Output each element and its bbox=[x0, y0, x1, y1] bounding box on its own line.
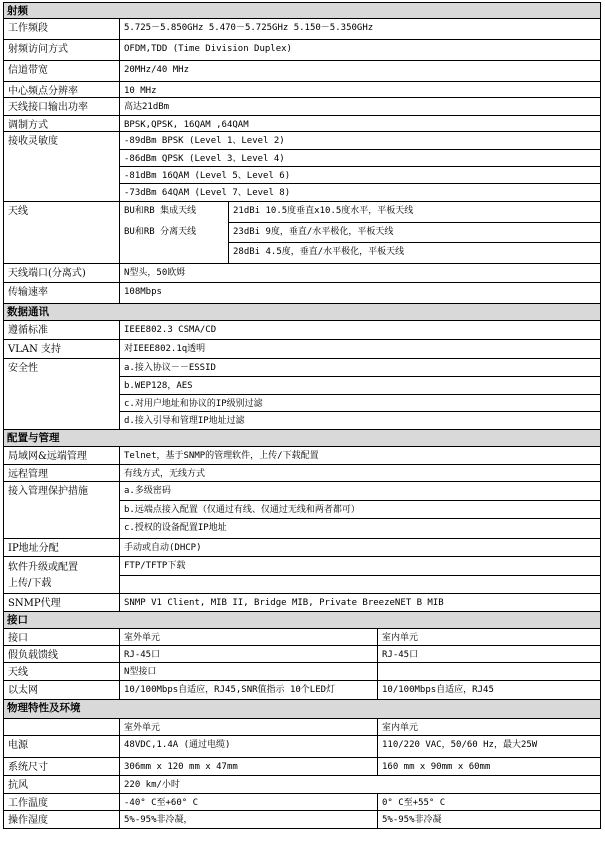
label-ethernet: 以太网 bbox=[4, 681, 120, 699]
value-vlan: 对IEEE802.1q透明 bbox=[124, 344, 206, 354]
iface-indoor-header: 室内单元 bbox=[382, 633, 419, 643]
row-iface-feeder bbox=[3, 646, 601, 663]
label-sensitivity: 接收灵敏度 bbox=[4, 132, 120, 201]
row-power-supply bbox=[3, 736, 601, 758]
section-header-phys: 物理特性及环境 bbox=[3, 700, 601, 719]
row-frequency bbox=[3, 19, 601, 40]
label-power-supply: 电源 bbox=[4, 736, 120, 757]
value-access: OFDM,TDD (Time Division Duplex) bbox=[124, 44, 292, 54]
value-power: 高达21dBm bbox=[124, 102, 170, 112]
value-remote: 有线方式，无线方式 bbox=[124, 469, 206, 479]
label-standard: 遵循标准 bbox=[4, 321, 120, 339]
temperature-outdoor: -40° C至+60° C bbox=[120, 794, 378, 810]
row-mgmt bbox=[3, 447, 601, 465]
row-phys-header bbox=[3, 719, 601, 736]
value-bandwidth: 20MHz/40 MHz bbox=[124, 65, 190, 75]
security-item: c.对用户地址和协议的IP级别过滤 bbox=[120, 395, 600, 413]
label-protect: 接入管理保护措施 bbox=[4, 482, 120, 538]
row-snmp bbox=[3, 594, 601, 612]
label-modulation: 调制方式 bbox=[4, 116, 120, 131]
label-antenna-port: 天线端口(分离式) bbox=[4, 264, 120, 282]
label-wind: 抗风 bbox=[4, 776, 120, 793]
protect-item: a.多级密码 bbox=[120, 482, 600, 501]
section-header-datacom: 数据通讯 bbox=[3, 304, 601, 321]
row-antenna bbox=[3, 202, 601, 264]
row-temperature bbox=[3, 794, 601, 811]
row-security bbox=[3, 359, 601, 430]
humidity-outdoor: 5%-95%非冷凝， bbox=[120, 811, 378, 828]
row-sensitivity bbox=[3, 132, 601, 202]
label-rate: 传输速率 bbox=[4, 283, 120, 303]
row-bandwidth bbox=[3, 61, 601, 82]
label-bandwidth: 信道带宽 bbox=[4, 61, 120, 81]
label-mgmt: 局域网&远端管理 bbox=[4, 447, 120, 464]
section-header-iface: 接口 bbox=[3, 612, 601, 629]
value-antenna-port: N型头，50欧姆 bbox=[124, 268, 186, 278]
antenna-spec: 28dBi 4.5度，垂直/水平极化，平板天线 bbox=[233, 247, 405, 257]
label-frequency: 工作频段 bbox=[4, 19, 120, 39]
label-dimensions: 系统尺寸 bbox=[4, 758, 120, 775]
antenna-spec: 21dBi 10.5度垂直x10.5度水平，平板天线 bbox=[229, 202, 600, 223]
empty-cell bbox=[120, 576, 600, 594]
row-antenna-port bbox=[3, 264, 601, 283]
sensitivity-item: -81dBm 16QAM (Level 5、Level 6) bbox=[120, 167, 600, 184]
row-wind bbox=[3, 776, 601, 794]
spec-table bbox=[3, 2, 601, 829]
row-remote bbox=[3, 465, 601, 482]
value-resolution: 10 MHz bbox=[124, 86, 157, 96]
label-remote: 远程管理 bbox=[4, 465, 120, 481]
section-header-config: 配置与管理 bbox=[3, 430, 601, 447]
iface-antenna-outdoor: N型接口 bbox=[120, 663, 378, 680]
feeder-outdoor: RJ-45口 bbox=[120, 646, 378, 662]
antenna-specs bbox=[229, 202, 600, 263]
sensitivity-item: -73dBm 64QAM (Level 7、Level 8) bbox=[124, 188, 291, 198]
value-rate: 108Mbps bbox=[124, 287, 162, 297]
row-vlan bbox=[3, 340, 601, 359]
humidity-indoor: 5%-95%非冷凝 bbox=[382, 815, 442, 825]
row-humidity bbox=[3, 811, 601, 829]
security-list bbox=[120, 359, 600, 429]
label-feeder: 假负载馈线 bbox=[4, 646, 120, 662]
label-iface-antenna: 天线 bbox=[4, 663, 120, 680]
row-modulation bbox=[3, 116, 601, 132]
antenna-type-separate: BU和RB 分离天线 bbox=[124, 227, 197, 237]
protect-item: c.授权的设备配置IP地址 bbox=[124, 523, 227, 534]
security-item: b.WEP128，AES bbox=[120, 377, 600, 395]
row-protect bbox=[3, 482, 601, 539]
label-security: 安全性 bbox=[4, 359, 120, 429]
value-frequency: 5.725－5.850GHz 5.470－5.725GHz 5.150－5.350GHz bbox=[124, 23, 374, 33]
label-vlan: VLAN 支持 bbox=[4, 340, 120, 358]
label-antenna: 天线 bbox=[4, 202, 120, 263]
label-snmp: SNMP代理 bbox=[4, 594, 120, 611]
protect-list bbox=[120, 482, 600, 538]
row-access bbox=[3, 40, 601, 61]
label-power: 天线接口输出功率 bbox=[4, 98, 120, 115]
antenna-spec: 23dBi 9度，垂直/水平极化，平板天线 bbox=[229, 223, 600, 243]
label-iface: 接口 bbox=[4, 629, 120, 645]
sensitivity-item: -86dBm QPSK (Level 3、Level 4) bbox=[120, 150, 600, 167]
feeder-indoor: RJ-45口 bbox=[382, 650, 419, 660]
power-outdoor: 48VDC,1.4A (通过电缆) bbox=[120, 736, 378, 757]
ethernet-indoor: 10/100Mbps自适应，RJ45 bbox=[382, 685, 494, 695]
value-upgrade: FTP/TFTP下载 bbox=[120, 557, 600, 576]
row-iface-header bbox=[3, 629, 601, 646]
iface-antenna-indoor bbox=[378, 663, 600, 680]
row-rate bbox=[3, 283, 601, 304]
label-resolution: 中心频点分辨率 bbox=[4, 82, 120, 97]
value-ipalloc: 手动或自动(DHCP) bbox=[124, 543, 202, 553]
row-iface-ethernet bbox=[3, 681, 601, 700]
dimensions-indoor: 160 mm x 90mm x 60mm bbox=[382, 762, 491, 772]
label-humidity: 操作湿度 bbox=[4, 811, 120, 828]
security-item: d.接入引导和管理IP地址过滤 bbox=[124, 416, 245, 427]
label-upgrade-line1: 软件升级或配置 bbox=[8, 562, 78, 573]
security-item: a.接入协议－－ESSID bbox=[120, 359, 600, 377]
row-iface-antenna bbox=[3, 663, 601, 681]
row-upgrade bbox=[3, 557, 601, 594]
row-dimensions bbox=[3, 758, 601, 776]
antenna-types bbox=[120, 202, 229, 263]
row-resolution bbox=[3, 82, 601, 98]
ethernet-outdoor: 10/100Mbps自适应，RJ45,SNR值指示 10个LED灯 bbox=[120, 681, 378, 699]
label-temperature: 工作温度 bbox=[4, 794, 120, 810]
power-indoor: 110/220 VAC，50/60 Hz，最大25W bbox=[382, 740, 538, 750]
value-snmp: SNMP V1 Client, MIB II, Bridge MIB, Private BreezeNET B MIB bbox=[124, 598, 444, 608]
section-header-rf: 射频 bbox=[3, 3, 601, 19]
antenna-type-integrated: BU和RB 集成天线 bbox=[124, 206, 197, 216]
row-power bbox=[3, 98, 601, 116]
label-access: 射频访问方式 bbox=[4, 40, 120, 60]
label-ipalloc: IP地址分配 bbox=[4, 539, 120, 556]
value-mgmt: Telnet，基于SNMP的管理软件，上传/下载配置 bbox=[124, 451, 319, 461]
phys-outdoor-header: 室外单元 bbox=[120, 719, 378, 735]
row-ipalloc bbox=[3, 539, 601, 557]
label-upgrade-line2: 上传/下载 bbox=[8, 578, 52, 589]
temperature-indoor: 0° C至+55° C bbox=[382, 798, 446, 808]
row-standard bbox=[3, 321, 601, 340]
phys-indoor-header: 室内单元 bbox=[382, 723, 419, 733]
sensitivity-item: -89dBm BPSK (Level 1、Level 2) bbox=[120, 132, 600, 150]
value-wind: 220 km/小时 bbox=[124, 780, 180, 790]
dimensions-outdoor: 306mm x 120 mm x 47mm bbox=[120, 758, 378, 775]
label-upgrade bbox=[4, 557, 120, 593]
protect-item: b.远端点接入配置（仅通过有线、仅通过无线和两者都可） bbox=[120, 501, 600, 520]
value-standard: IEEE802.3 CSMA/CD bbox=[124, 325, 217, 335]
value-modulation: BPSK,QPSK, 16QAM ,64QAM bbox=[124, 120, 249, 130]
iface-outdoor-header: 室外单元 bbox=[120, 629, 378, 645]
sensitivity-list bbox=[120, 132, 600, 201]
label-phys-header bbox=[4, 719, 120, 735]
